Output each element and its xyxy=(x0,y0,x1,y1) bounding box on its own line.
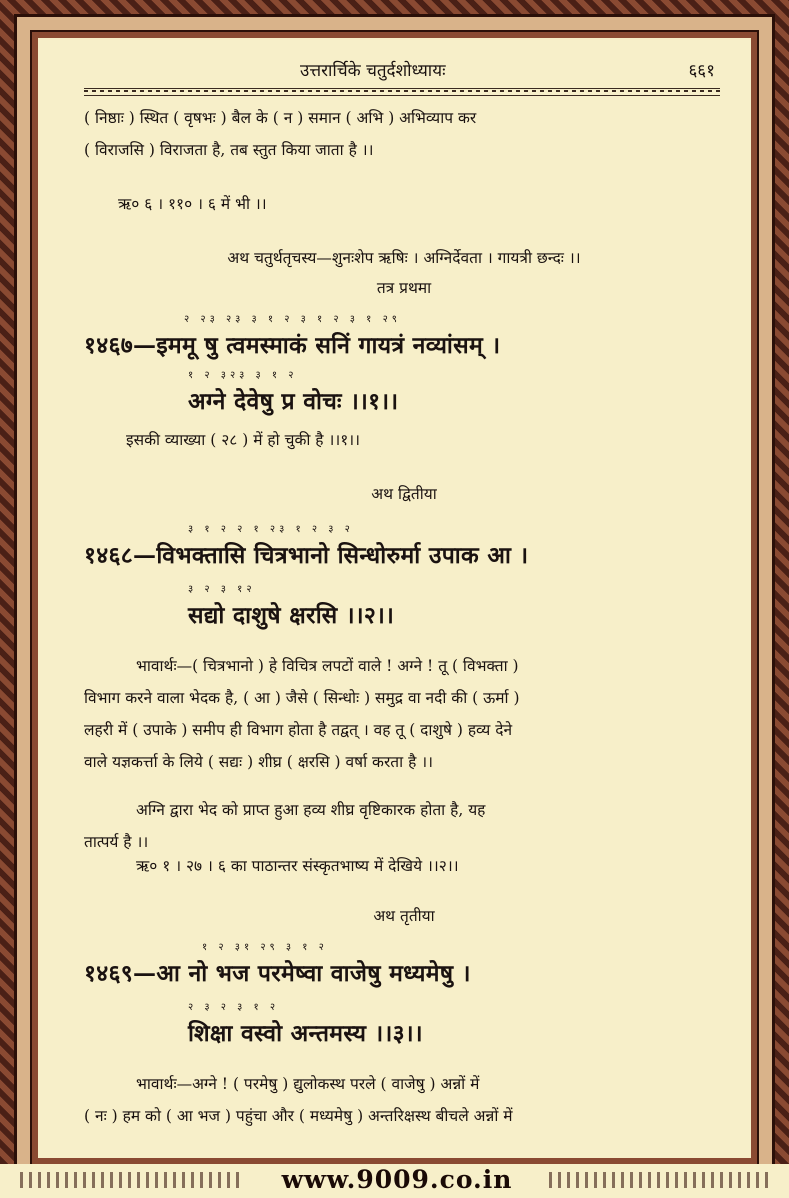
mantra-line: १४६९—आ नो भज परमेष्वा वाजेषु मध्यमेषु । xyxy=(84,960,471,987)
page-number: ६६१ xyxy=(688,61,715,81)
mantra-line: शिक्षा वस्वो अन्तमस्य ।।३।। xyxy=(188,1020,423,1047)
header-rule xyxy=(84,88,720,96)
subheading: अथ तृतीया xyxy=(373,907,435,925)
subheading: तत्र प्रथमा xyxy=(376,279,432,297)
mantra-line: १४६७—इममू षु त्वमस्माकं सनिं गायत्रं नव्यांसम् । xyxy=(84,332,501,359)
bhavartha xyxy=(84,1068,724,1132)
note-line: इसकी व्याख्या ( २८ ) में हो चुकी है ।।१।। xyxy=(126,431,361,449)
footer-ornament xyxy=(549,1172,769,1188)
tatparya xyxy=(84,794,724,858)
text-line: विभाग करने वाला भेदक है, ( आ ) जैसे ( सिन्धोः ) समुद्र वा नदी की ( ऊर्मा ) xyxy=(84,689,520,707)
text-line: ( निष्ठाः ) स्थित ( वृषभः ) बैल के ( न ) समान ( अभि ) अभिव्याप कर xyxy=(84,109,477,127)
website-url[interactable]: www.9009.co.in xyxy=(281,1165,513,1194)
mantra-line: सद्यो दाशुषे क्षरसि ।।२।। xyxy=(188,602,395,629)
text-line: लहरी में ( उपाके ) समीप ही विभाग होता है तद्वत् । वह तू ( दाशुषे ) हव्य देने xyxy=(84,721,513,739)
svara-marks: ३ २ ३ १२ xyxy=(188,584,256,595)
text-line: भावार्थः—अग्ने ! ( परमेषु ) द्युलोकस्थ परले ( वाजेषु ) अन्नों में xyxy=(136,1075,480,1093)
book-page xyxy=(38,38,751,1158)
page-header xyxy=(38,56,751,86)
text-line: भावार्थः—( चित्रभानो ) हे विचित्र लपटों वाले ! अग्ने ! तू ( विभक्ता ) xyxy=(136,657,519,675)
text-line: तात्पर्य है ।। xyxy=(84,833,149,851)
text-line: वाले यज्ञकर्त्ता के लिये ( सद्यः ) शीघ्र ( क्षरसि ) वर्षा करता है ।। xyxy=(84,753,433,771)
reference-line: ऋ० १ । २७ । ६ का पाठान्तर संस्कृतभाष्य में देखिये ।।२।। xyxy=(136,857,459,875)
svara-marks: १ २ ३१ २९ ३ १ २ xyxy=(202,942,328,953)
svara-marks: ३ १ २ २ १ २३ १ २ ३ २ xyxy=(188,524,354,535)
text-line: अग्नि द्वारा भेद को प्राप्त हुआ हव्य शीघ्र वृष्टिकारक होता है, यह xyxy=(136,801,486,819)
bhavartha xyxy=(84,650,724,778)
text-line: ( नः ) हम को ( आ भज ) पहुंचा और ( मध्यमेषु ) अन्तरिक्षस्थ बीचले अन्नों में xyxy=(84,1107,513,1125)
svara-marks: २ ३ २ ३ १ २ xyxy=(188,1002,280,1013)
subheading: अथ द्वितीया xyxy=(371,485,437,503)
reference-line: ऋ० ६ । ११० । ६ में भी ।। xyxy=(118,195,267,213)
svara-marks: २ २३ २३ ३ १ २ ३ १ २ ३ १ २९ xyxy=(184,314,401,325)
svara-marks: १ २ ३२३ ३ १ २ xyxy=(188,370,298,381)
mantra-line: अग्ने देवेषु प्र वोचः ।।१।। xyxy=(188,388,399,415)
page-title: उत्तरार्चिके चतुर्दशोध्यायः xyxy=(300,61,446,81)
top-text xyxy=(84,102,724,166)
mantra-line: १४६८—विभक्तासि चित्रभानो सिन्धोरुर्मा उपाक आ । xyxy=(84,542,529,569)
text-line: ( विराजसि ) विराजता है, तब स्तुत किया जाता है ।। xyxy=(84,141,374,159)
section-intro: अथ चतुर्थतृचस्य—शुनःशेप ऋषिः । अग्निर्देवता । गायत्री छन्दः ।। xyxy=(227,249,581,267)
footer-ornament xyxy=(20,1172,240,1188)
